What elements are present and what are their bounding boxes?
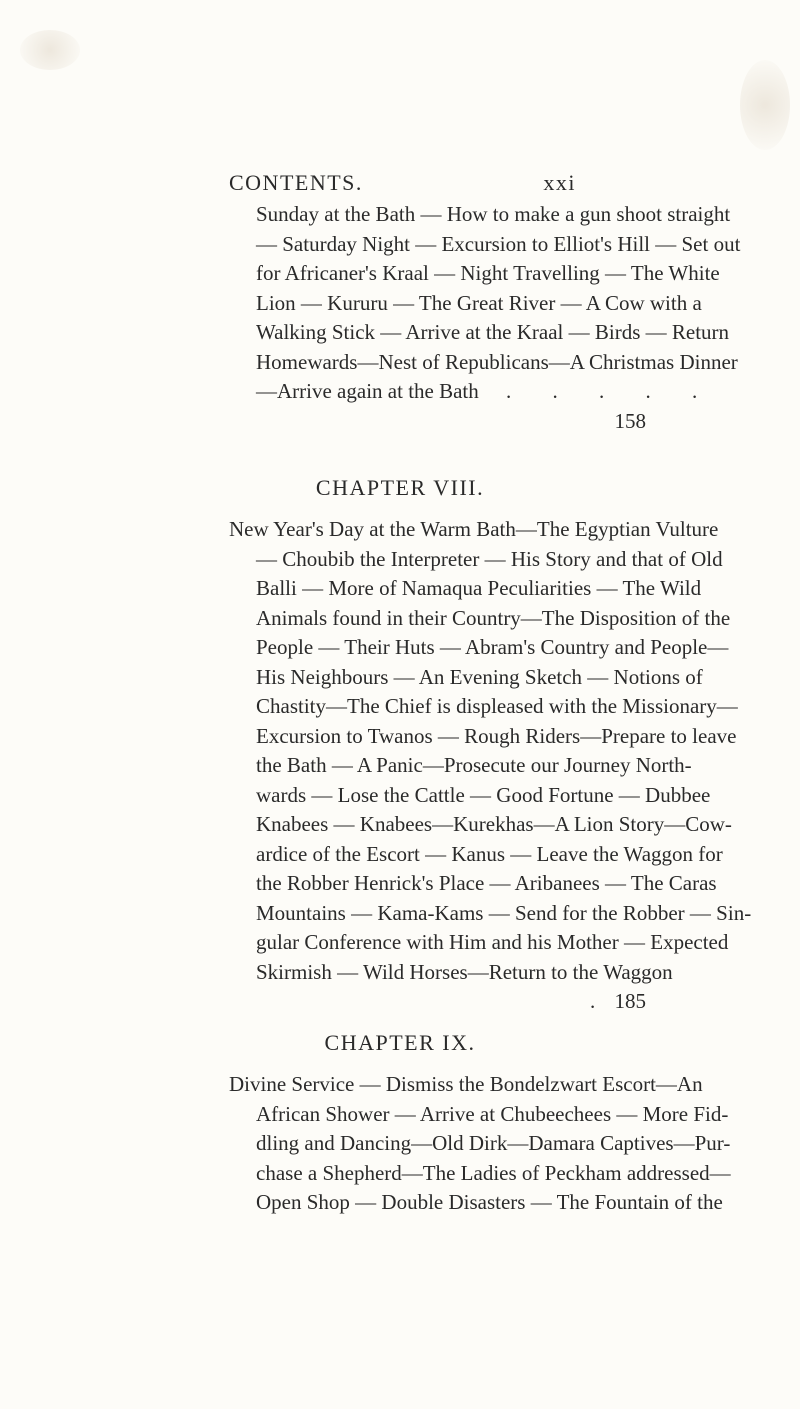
entry-line: New Year's Day at the Warm Bath—The Egyptian Vulture <box>229 517 719 541</box>
contents-entry-chapter-9 <box>229 1070 731 1218</box>
entry-line: His Neighbours — An Evening Sketch — Notions of <box>256 664 703 689</box>
entry-line: gular Conference with Him and his Mother — Expected <box>256 930 729 954</box>
entry-line: Sunday at the Bath — How to make a gun shoot straight <box>256 202 731 226</box>
entry-line: the Bath — A Panic—Prosecute our Journey North- <box>256 753 692 777</box>
running-head-page-number: xxi <box>543 170 576 195</box>
entry-line: Balli — More of Namaqua Peculiarities — The Wild <box>256 576 702 600</box>
entry-line: Walking Stick — Arrive at the Kraal — Birds — Return <box>256 320 730 344</box>
page-number: 185 <box>614 989 646 1013</box>
entry-line: chase a Shepherd—The Ladies of Peckham addressed— <box>256 1160 731 1185</box>
entry-line: Open Shop — Double Disasters — The Fountain of the <box>256 1190 723 1214</box>
entry-line: Knabees — Knabees—Kurekhas—A Lion Story—Cow- <box>256 812 732 836</box>
entry-line: for Africaner's Kraal — Night Travelling — The White <box>256 261 720 285</box>
entry-line: — Choubib the Interpreter — His Story and that of Old <box>256 546 723 571</box>
entry-line: African Shower — Arrive at Chubeechees — More Fid- <box>256 1101 729 1126</box>
entry-line: Animals found in their Country—The Disposition of the <box>256 605 731 630</box>
page-reference: 158 <box>614 408 646 433</box>
paper-stain <box>20 30 80 70</box>
entry-last-line <box>256 958 673 1013</box>
dot-leader: . <box>590 989 596 1013</box>
entry-line: — Saturday Night — Excursion to Elliot's Hill — Set out <box>256 231 741 256</box>
entry-line: —Arrive again at the Bath <box>256 379 479 403</box>
entry-line: Chastity—The Chief is displeased with the Missionary— <box>256 694 738 718</box>
entry-line: Excursion to Twanos — Rough Riders—Prepare to leave <box>256 723 737 748</box>
chapter-heading-8: CHAPTER VIII. <box>315 475 485 500</box>
entry-line: ardice of the Escort — Kanus — Leave the Waggon for <box>256 841 723 866</box>
entry-line: Mountains — Kama-Kams — Send for the Robber — Sin- <box>256 900 752 925</box>
entry-line: dling and Dancing—Old Dirk—Damara Captives—Pur- <box>256 1131 731 1155</box>
chapter-heading-9: CHAPTER IX. <box>324 1030 476 1055</box>
entry-line: Lion — Kururu — The Great River — A Cow with a <box>256 290 702 315</box>
contents-entry-chapter-7 <box>256 200 741 436</box>
entry-line: wards — Lose the Cattle — Good Fortune — Dubbee <box>256 782 711 807</box>
entry-last-line <box>256 377 716 433</box>
page-reference <box>590 987 646 1017</box>
entry-line: the Robber Henrick's Place — Aribanees — The Caras <box>256 871 717 895</box>
running-head-title: CONTENTS. <box>229 170 363 195</box>
entry-line: Divine Service — Dismiss the Bondelzwart Escort—An <box>229 1072 703 1096</box>
entry-line: People — Their Huts — Abram's Country and People— <box>256 635 729 659</box>
dot-leader: . . . . . <box>506 379 716 403</box>
entry-line: Homewards—Nest of Republicans—A Christmas Dinner <box>256 349 738 374</box>
paper-stain <box>740 60 790 150</box>
contents-entry-chapter-8 <box>229 515 752 1017</box>
running-head <box>229 170 576 196</box>
entry-line: Skirmish — Wild Horses—Return to the Waggon <box>256 959 673 984</box>
